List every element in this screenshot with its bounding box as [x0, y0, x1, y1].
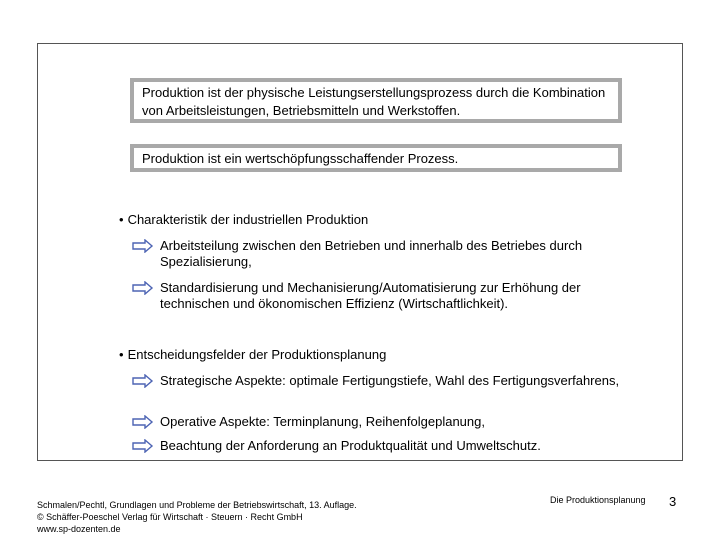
- arrow-right-icon: [132, 281, 154, 295]
- list-item-text: Standardisierung und Mechanisierung/Automatisierung zur Erhöhung der technischen und ökonomischen Effizienz (Wirtschaftlichkeit).: [160, 280, 581, 311]
- definition-text-2: Produktion ist ein wertschöpfungsschaffender Prozess.: [142, 151, 459, 166]
- footer-source: [37, 499, 357, 535]
- footer-source-line: Schmalen/Pechtl, Grundlagen und Probleme der Betriebswirtschaft, 13. Auflage.: [37, 500, 357, 510]
- definition-box-1: [130, 78, 622, 123]
- arrow-right-icon: [132, 415, 154, 429]
- bullet: •: [119, 212, 124, 227]
- definition-text-1: Produktion ist der physische Leistungserstellungsprozess durch die Kombination von Arbeitsleistungen, Betriebsmitteln und Werkstoffen.: [142, 85, 606, 118]
- section-heading-characteristics: [119, 212, 368, 228]
- footer-copyright-line: © Schäffer-Poeschel Verlag für Wirtschaft · Steuern · Recht GmbH: [37, 512, 303, 522]
- list-item-text: Strategische Aspekte: optimale Fertigungstiefe, Wahl des Fertigungsverfahrens,: [160, 373, 620, 388]
- list-item-text: Operative Aspekte: Terminplanung, Reihenfolgeplanung,: [160, 414, 485, 429]
- list-item-text: Beachtung der Anforderung an Produktqualität und Umweltschutz.: [160, 438, 541, 453]
- bullet: •: [119, 347, 124, 362]
- definition-box-2: [130, 144, 622, 172]
- page-number: 3: [669, 494, 677, 509]
- heading-text: Charakteristik der industriellen Produktion: [127, 212, 369, 227]
- section-heading-planning-fields: [119, 347, 386, 363]
- footer-website-link[interactable]: www.sp-dozenten.de: [37, 524, 121, 534]
- list-item-text: Arbeitsteilung zwischen den Betrieben und innerhalb des Betriebes durch Spezialisierung,: [160, 238, 583, 269]
- arrow-right-icon: [132, 374, 154, 388]
- arrow-right-icon: [132, 239, 154, 253]
- arrow-right-icon: [132, 439, 154, 453]
- heading-text: Entscheidungsfelder der Produktionsplanung: [127, 347, 387, 362]
- footer-chapter-title: Die Produktionsplanung: [550, 495, 646, 505]
